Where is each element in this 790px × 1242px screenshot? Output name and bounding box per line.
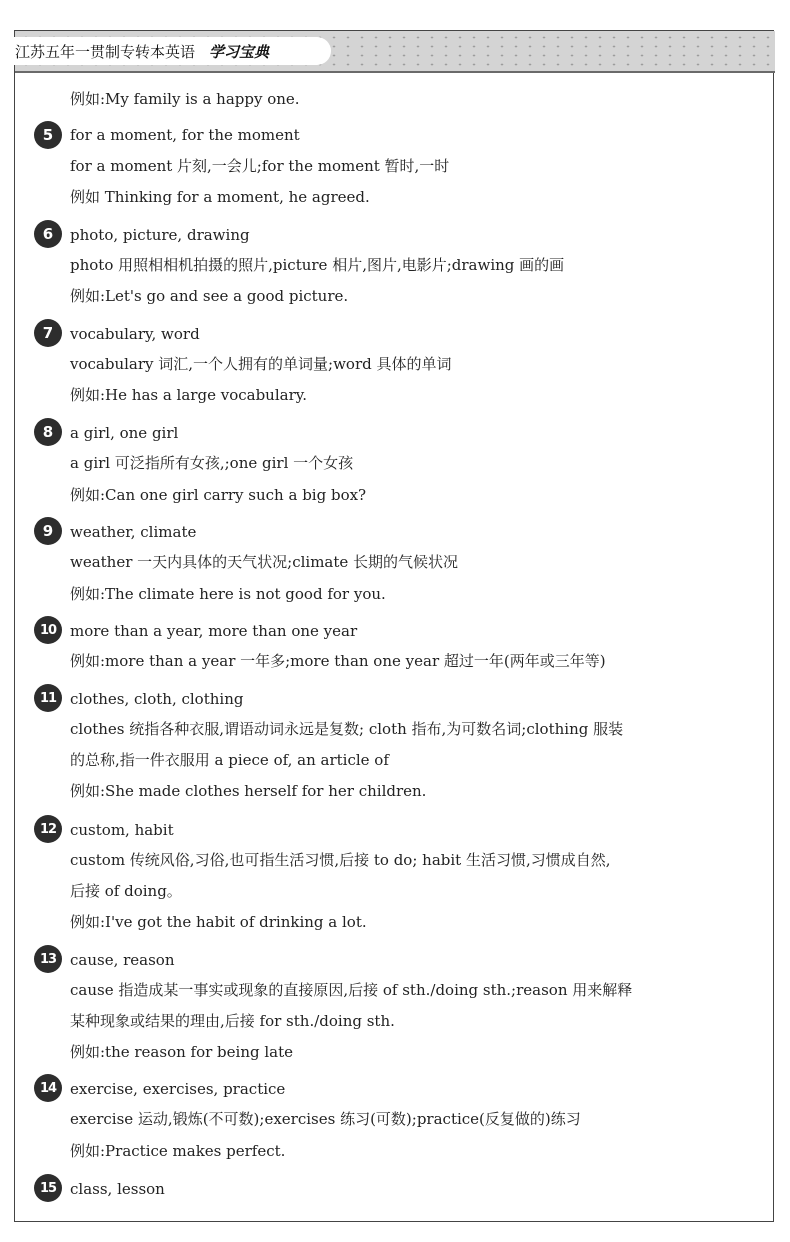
entry-title: class, lesson: [70, 1180, 165, 1198]
entry-number-badge: 10: [34, 616, 62, 644]
entry-line: weather 一天内具体的天气状况;climate 长期的气候状况: [70, 553, 459, 571]
entry-line: 例如:the reason for being late: [70, 1043, 294, 1061]
entry-line: 例如 Thinking for a moment, he agreed.: [70, 188, 370, 206]
entry-number-badge: 11: [34, 684, 62, 712]
entry-line: custom 传统风俗,习俗,也可指生活习惯,后接 to do; habit 生活习惯,习惯成自然,: [70, 851, 611, 869]
entry-line: exercise 运动,锻炼(不可数);exercises 练习(可数);practice(反复做的)练习: [70, 1110, 581, 1128]
entry-line: 例如:She made clothes herself for her children.: [70, 782, 427, 800]
entry-line: clothes 统指各种衣服,谓语动词永远是复数; cloth 指布,为可数名词;clothing 服装: [70, 720, 624, 738]
book-subtitle: 学习宝典: [209, 42, 270, 61]
entry-line: photo 用照相相机拍摄的照片,picture 相片,图片,电影片;drawing 画的画: [70, 256, 565, 274]
entry-title: a girl, one girl: [70, 424, 179, 442]
entry-title: vocabulary, word: [70, 325, 200, 343]
intro-example-line: 例如:My family is a happy one.: [70, 90, 300, 108]
entry-number-badge: 5: [34, 121, 62, 149]
entry-title: for a moment, for the moment: [70, 126, 300, 144]
entry-title: more than a year, more than one year: [70, 622, 358, 640]
entry-title: cause, reason: [70, 951, 175, 969]
entry-line: 例如:Let's go and see a good picture.: [70, 287, 349, 305]
entry-number-badge: 15: [34, 1174, 62, 1202]
entry-title: clothes, cloth, clothing: [70, 690, 244, 708]
entry-number-badge: 13: [34, 945, 62, 973]
entry-line: 例如:Can one girl carry such a big box?: [70, 486, 367, 504]
entry-number-badge: 14: [34, 1074, 62, 1102]
book-title: 江苏五年一贯制专转本英语: [15, 42, 196, 61]
entry-number-badge: 8: [34, 418, 62, 446]
entry-line: for a moment 片刻,一会儿;for the moment 暂时,一时: [70, 157, 450, 175]
entry-number-badge: 12: [34, 815, 62, 843]
entry-line: 的总称,指一件衣服用 a piece of, an article of: [70, 751, 389, 769]
entry-number-badge: 7: [34, 319, 62, 347]
entry-line: 某种现象或结果的理由,后接 for sth./doing sth.: [70, 1012, 395, 1030]
entry-line: 例如:The climate here is not good for you.: [70, 585, 386, 603]
entry-title: custom, habit: [70, 821, 174, 839]
header-band: [15, 31, 775, 71]
entry-line: 例如:Practice makes perfect.: [70, 1142, 286, 1160]
header-pill: [13, 37, 331, 65]
entry-line: vocabulary 词汇,一个人拥有的单词量;word 具体的单词: [70, 355, 452, 373]
entry-title: weather, climate: [70, 523, 197, 541]
entry-number-badge: 9: [34, 517, 62, 545]
entry-line: 后接 of doing。: [70, 882, 182, 900]
header-rule: [15, 71, 775, 73]
entry-number-badge: 6: [34, 220, 62, 248]
entry-line: 例如:more than a year 一年多;more than one year 超过一年(两年或三年等): [70, 652, 606, 670]
entry-line: cause 指造成某一事实或现象的直接原因,后接 of sth./doing sth.;reason 用来解释: [70, 981, 633, 999]
entry-title: exercise, exercises, practice: [70, 1080, 286, 1098]
entry-line: 例如:He has a large vocabulary.: [70, 386, 307, 404]
entry-title: photo, picture, drawing: [70, 226, 250, 244]
entry-line: a girl 可泛指所有女孩,;one girl 一个女孩: [70, 454, 354, 472]
entry-line: 例如:I've got the habit of drinking a lot.: [70, 913, 367, 931]
